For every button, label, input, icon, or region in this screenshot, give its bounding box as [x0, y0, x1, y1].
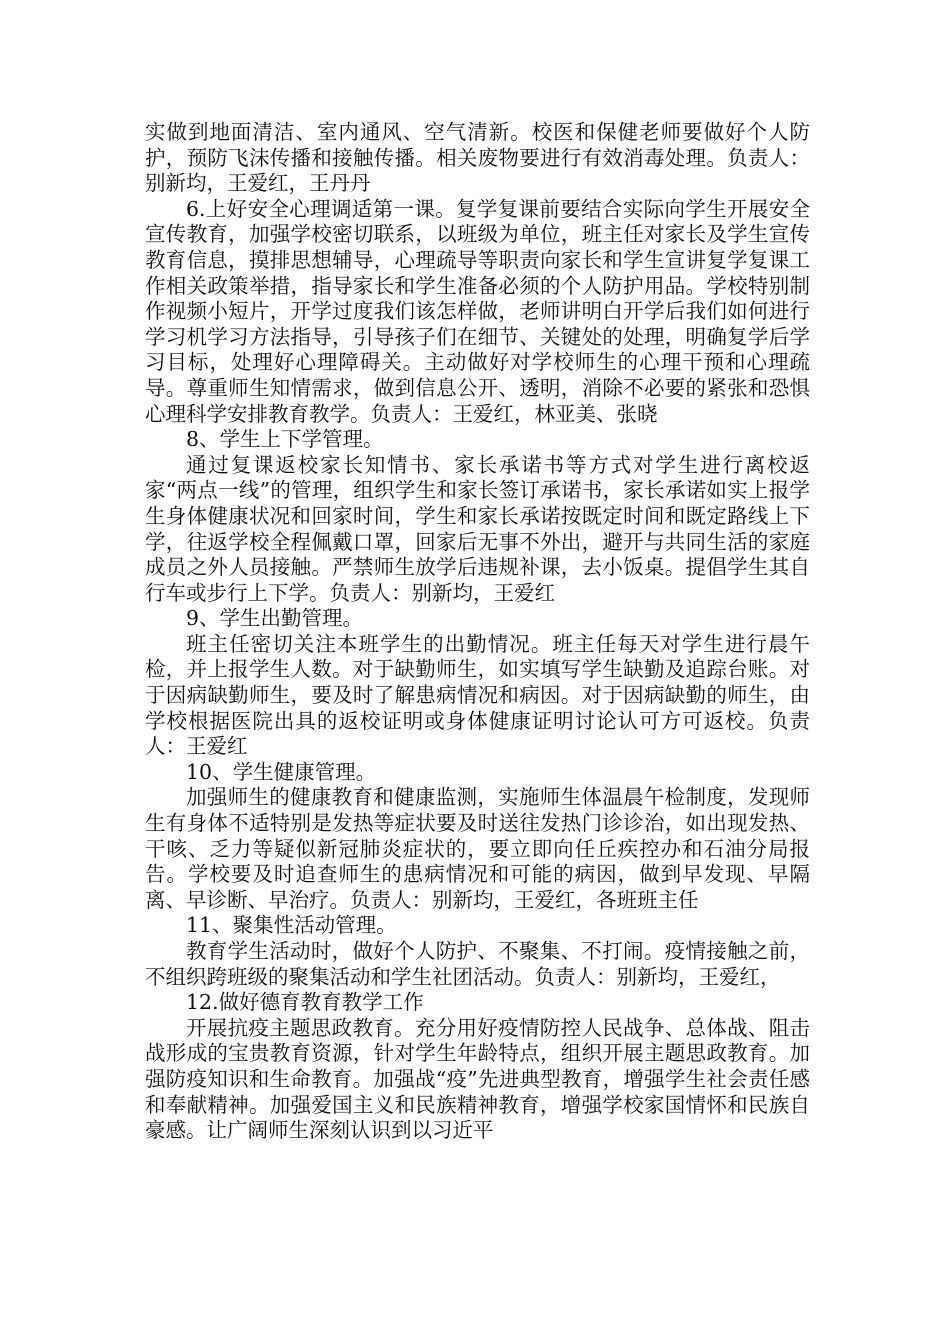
- heading-item-10: 10、学生健康管理。: [186, 759, 377, 784]
- paragraph-item-12-body: 开展抗疫主题思政教育。充分用好疫情防控人民战争、总体战、阻击战形成的宝贵教育资源，针对学生年龄特点，组织开展主题思政教育。加强防疫知识和生命教育。加强战“疫”先进典型教育，增强学生社会责任感和奉献精神。加强爱国主义和民族精神教育，增强学校家国情怀和民族自豪感。让广阔师生深刻认识到以习近平: [145, 1015, 810, 1143]
- paragraph-cleaning-continuation: 实做到地面清洁、室内通风、空气清新。校医和保健老师要做好个人防护，预防飞沫传播和接触传播。相关废物要进行有效消毒处理。负责人：别新均，王爱红，王丹丹: [145, 120, 810, 196]
- document-page: [145, 120, 810, 1144]
- paragraph-item-11-body: 教育学生活动时，做好个人防护、不聚集、不打闹。疫情接触之前，不组织跨班级的聚集活动和学生社团活动。负责人：别新均，王爱红，: [145, 939, 810, 989]
- heading-item-9: 9、学生出勤管理。: [186, 606, 364, 631]
- heading-item-12: 12.做好德育教育教学工作: [186, 990, 424, 1015]
- paragraph-item-10-body: 加强师生的健康教育和健康监测，实施师生体温晨午检制度，发现师生有身体不适特别是发热等症状要及时送往发热门诊诊治，如出现发热、干咳、乏力等疑似新冠肺炎症状的，要立即向任丘疾控办和石油分局报告。学校要及时追查师生的患病情况和可能的病因，做到早发现、早隔离、早诊断、早治疗。负责人：别新均，王爱红，各班班主任: [145, 785, 810, 912]
- paragraph-item-8-body: 通过复课返校家长知情书、家长承诺书等方式对学生进行离校返家“两点一线”的管理，组织学生和家长签订承诺书，家长承诺如实上报学生身体健康状况和回家时间，学生和家长承诺按既定时间和既定路线上下学，往返学校全程佩戴口罩，回家后无事不外出，避开与共同生活的家庭成员之外人员接触。严禁师生放学后违规补课，去小饭桌。提倡学生其自行车或步行上下学。负责人：别新均，王爱红: [145, 452, 810, 605]
- heading-item-8: 8、学生上下学管理。: [186, 427, 384, 452]
- paragraph-item-6: 6.上好安全心理调适第一课。复学复课前要结合实际向学生开展安全宣传教育，加强学校密切联系，以班级为单位，班主任对家长及学生宣传教育信息，摸排思想辅导，心理疏导等职责向家长和学生宣讲复学复课工作相关政策举措，指导家长和学生准备必须的个人防护用品。学校特别制作视频小短片，开学过度我们该怎样做，老师讲明白开学后我们如何进行学习机学习方法指导，引导孩子们在细节、关键处的处理，明确复学后学习目标，处理好心理障碍关。主动做好对学校师生的心理干预和心理疏导。尊重师生知情需求，做到信息公开、透明，消除不必要的紧张和恐惧心理科学安排教育教学。负责人：王爱红，林亚美、张晓: [145, 196, 810, 426]
- paragraph-item-9-body: 班主任密切关注本班学生的出勤情况。班主任每天对学生进行晨午检，并上报学生人数。对于缺勤师生，如实填写学生缺勤及追踪台账。对于因病缺勤师生，要及时了解患病情况和病因。对于因病缺勤的师生，由学校根据医院出具的返校证明或身体健康证明讨论认可方可返校。负责人：王爱红: [145, 631, 810, 759]
- heading-item-11: 11、聚集性活动管理。: [186, 913, 397, 938]
